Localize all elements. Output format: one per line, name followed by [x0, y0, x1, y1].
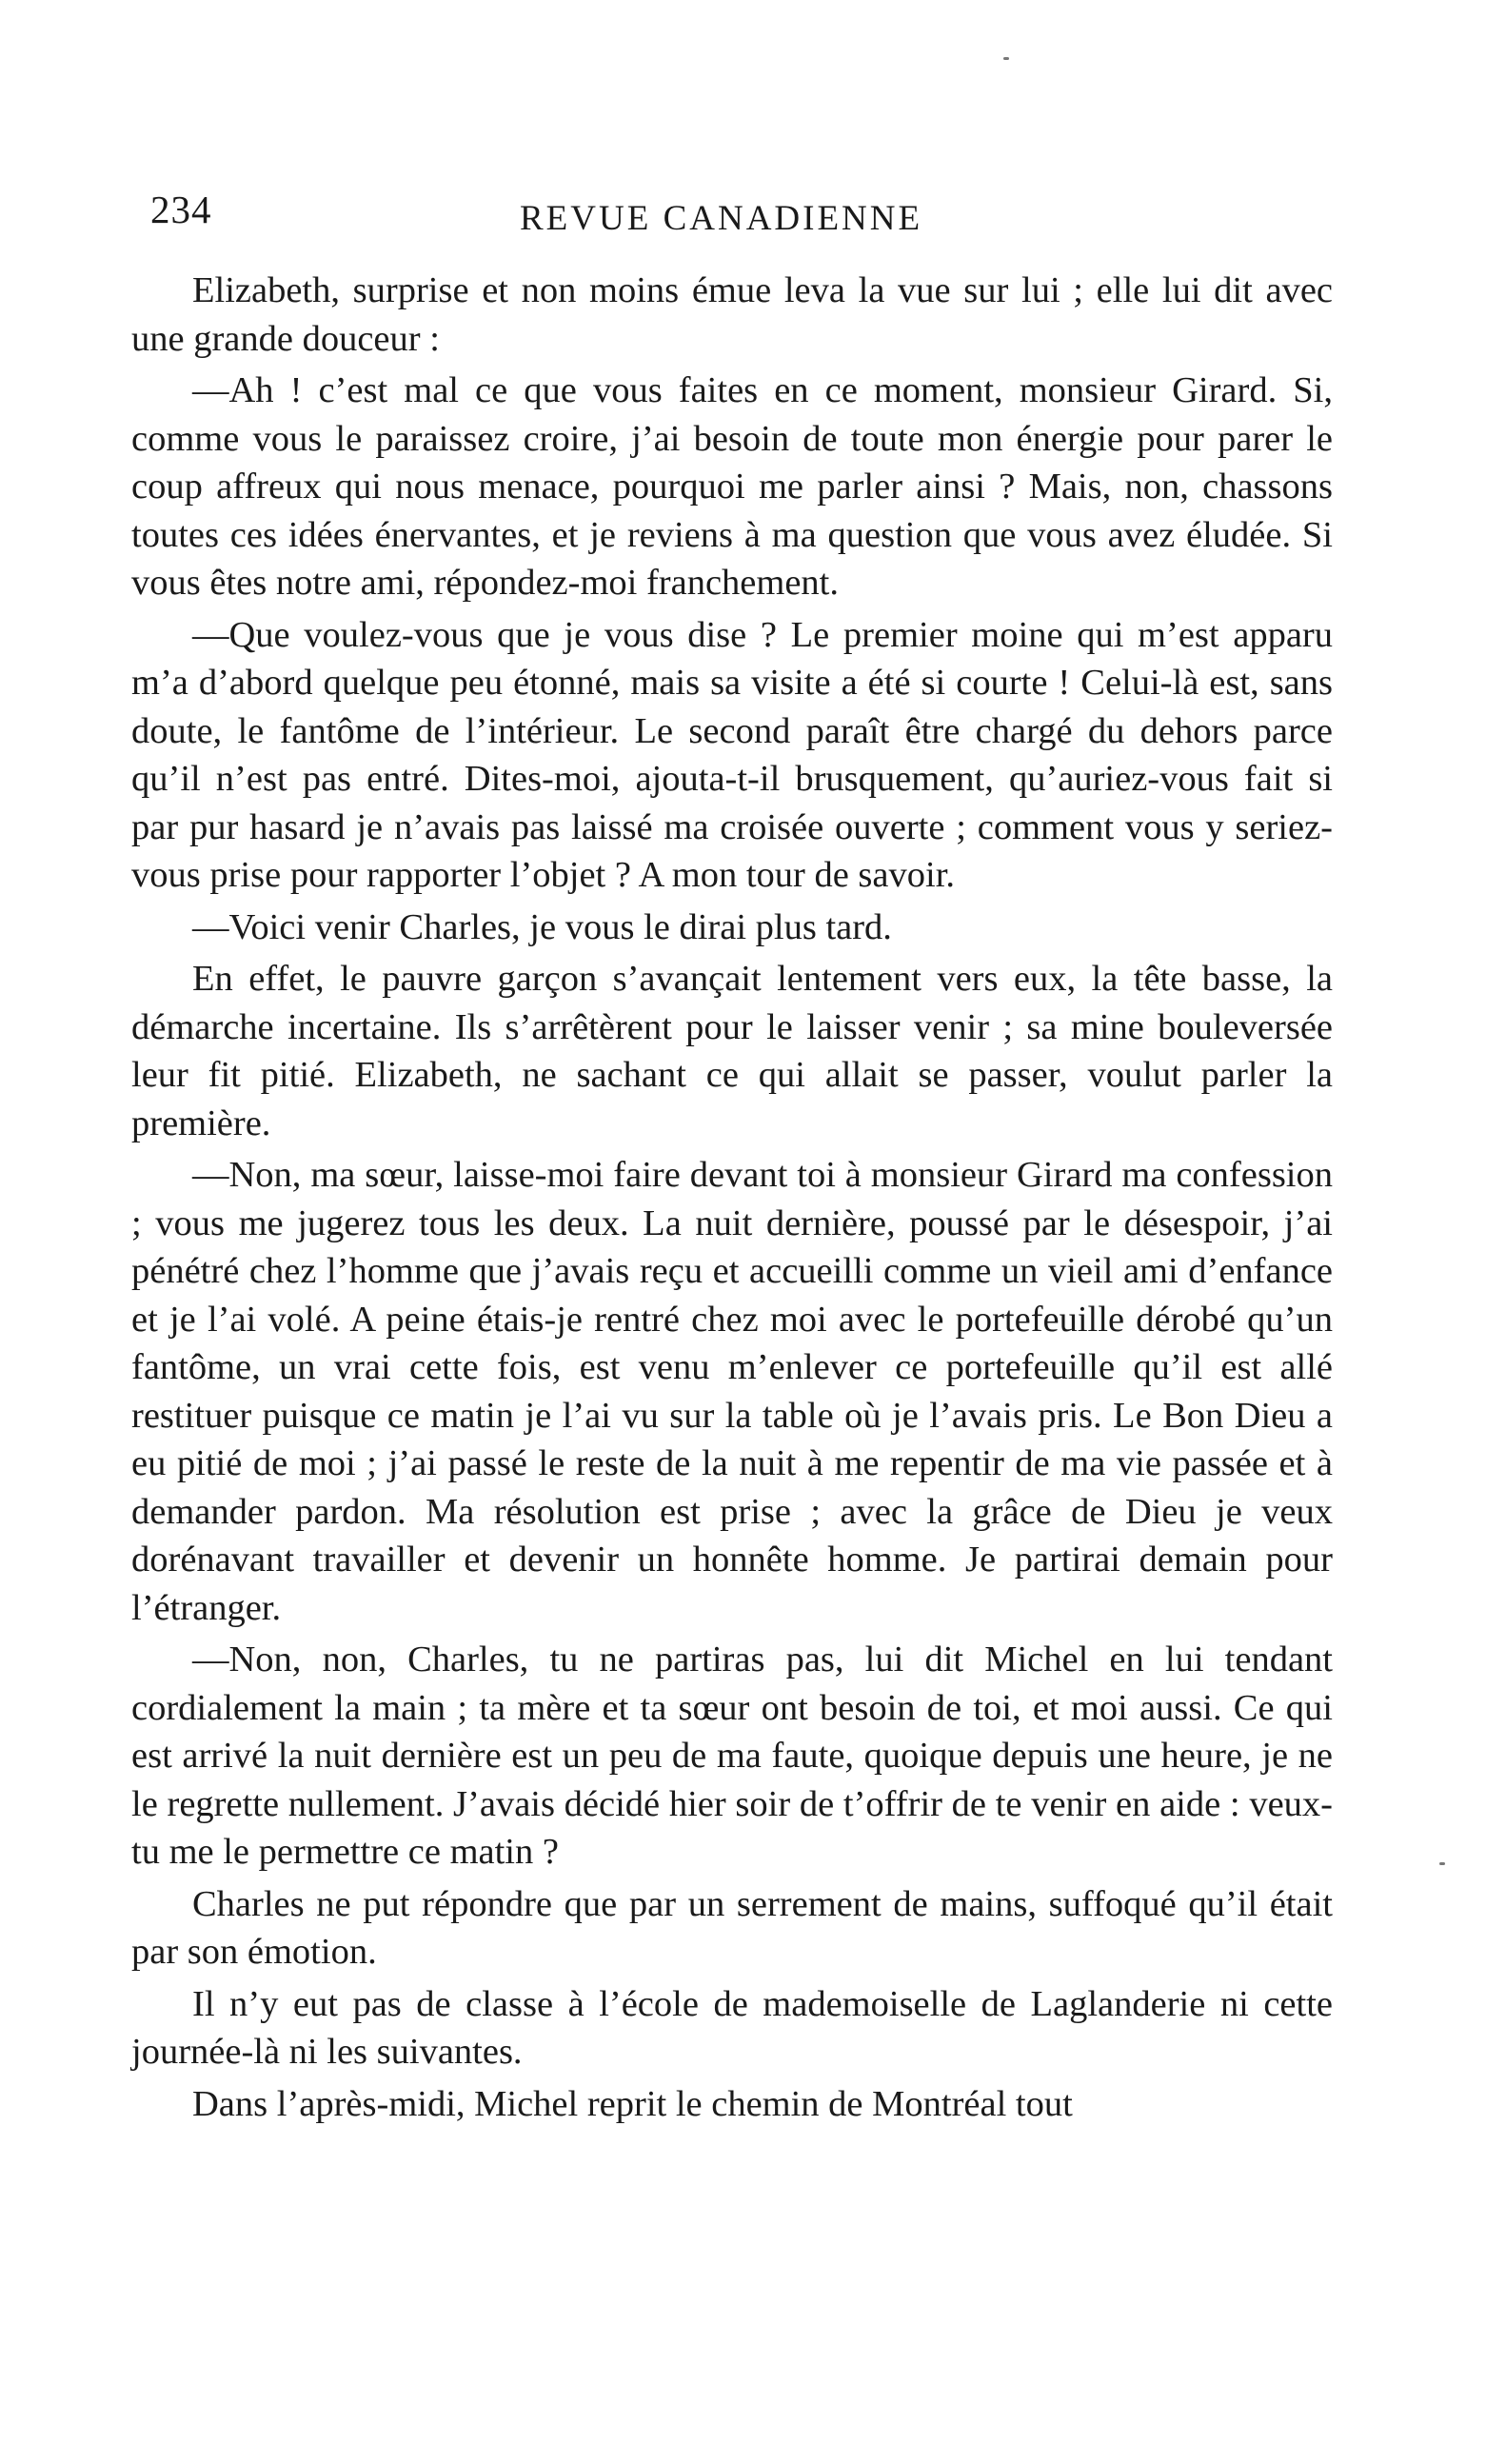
paragraph: —Que voulez-vous que je vous dise ? Le premier moine qui m’est apparu m’a d’abord quelque peu étonné, mais sa visite a été si courte ! Celui-là est, sans doute, le fantôme de l’intérieur. Le second paraît être chargé du dehors parce qu’il n’est pas entré. Dites-moi, ajouta-t-il brusquement, qu’auriez-vous fait si par pur hasard je n’avais pas laissé ma croisée ouverte ; comment vous y seriez-vous prise pour rapporter l’objet ? A mon tour de savoir.: [131, 614, 1333, 895]
paragraph: —Non, ma sœur, laisse-moi faire devant toi à monsieur Girard ma confession ; vous me jugerez tous les deux. La nuit dernière, poussé par le désespoir, j’ai pénétré chez l’homme que j’avais reçu et accueilli comme un vieil ami d’enfance et je l’ai volé. A peine étais-je rentré chez moi avec le portefeuille dérobé qu’un fantôme, un vrai cette fois, est venu m’enlever ce portefeuille qu’il est allé restituer puisque ce matin je l’ai vu sur la table où je l’avais pris. Le Bon Dieu a eu pitié de moi ; j’ai passé le reste de la nuit à me repentir de ma vie passée et à demander pardon. Ma résolution est prise ; avec la grâce de Dieu je veux dorénavant travailler et devenir un honnête homme. Je partirai demain pour l’étranger.: [131, 1155, 1333, 1628]
paragraph: Elizabeth, surprise et non moins émue leva la vue sur lui ; elle lui dit avec une grande douceur :: [131, 270, 1333, 359]
page-number: 234: [150, 188, 212, 231]
paragraph: En effet, le pauvre garçon s’avançait lentement vers eux, la tête basse, la démarche incertaine. Ils s’arrêtèrent pour le laisser venir ; sa mine bouleversée leur fit pitié. Elizabeth, ne sachant ce qui allait se passer, voulut parler la première.: [131, 959, 1333, 1143]
journal-title: REVUE CANADIENNE: [520, 199, 923, 238]
scan-speck: [1439, 1862, 1445, 1865]
paragraph: —Voici venir Charles, je vous le dirai plus tard.: [192, 906, 892, 947]
paragraph-continued: Dans l’après-midi, Michel reprit le chemin de Montréal tout: [192, 2083, 1073, 2124]
paragraph: Charles ne put répondre que par un serrement de mains, suffoqué qu’il était par son émotion.: [131, 1883, 1333, 1972]
running-header: [150, 187, 1340, 244]
paragraph: —Non, non, Charles, tu ne partiras pas, lui dit Michel en lui tendant cordialement la main ; ta mère et ta sœur ont besoin de toi, et moi aussi. Ce qui est arrivé la nuit dernière est un peu de ma faute, quoique depuis une heure, je ne le regrette nullement. J’avais décidé hier soir de t’offrir de te venir en aide : veux-tu me le permettre ce matin ?: [131, 1639, 1333, 1872]
body-text: [131, 267, 1333, 2128]
paragraph: Il n’y eut pas de classe à l’école de mademoiselle de Laglanderie ni cette journée-là ni les suivantes.: [131, 1983, 1333, 2072]
paragraph: —Ah ! c’est mal ce que vous faites en ce moment, monsieur Girard. Si, comme vous le paraissez croire, j’ai besoin de toute mon énergie pour parer le coup affreux qui nous menace, pourquoi me parler ainsi ? Mais, non, chassons toutes ces idées énervantes, et je reviens à ma question que vous avez éludée. Si vous êtes notre ami, répondez-moi franchement.: [131, 370, 1333, 603]
scan-speck: [1003, 57, 1009, 60]
